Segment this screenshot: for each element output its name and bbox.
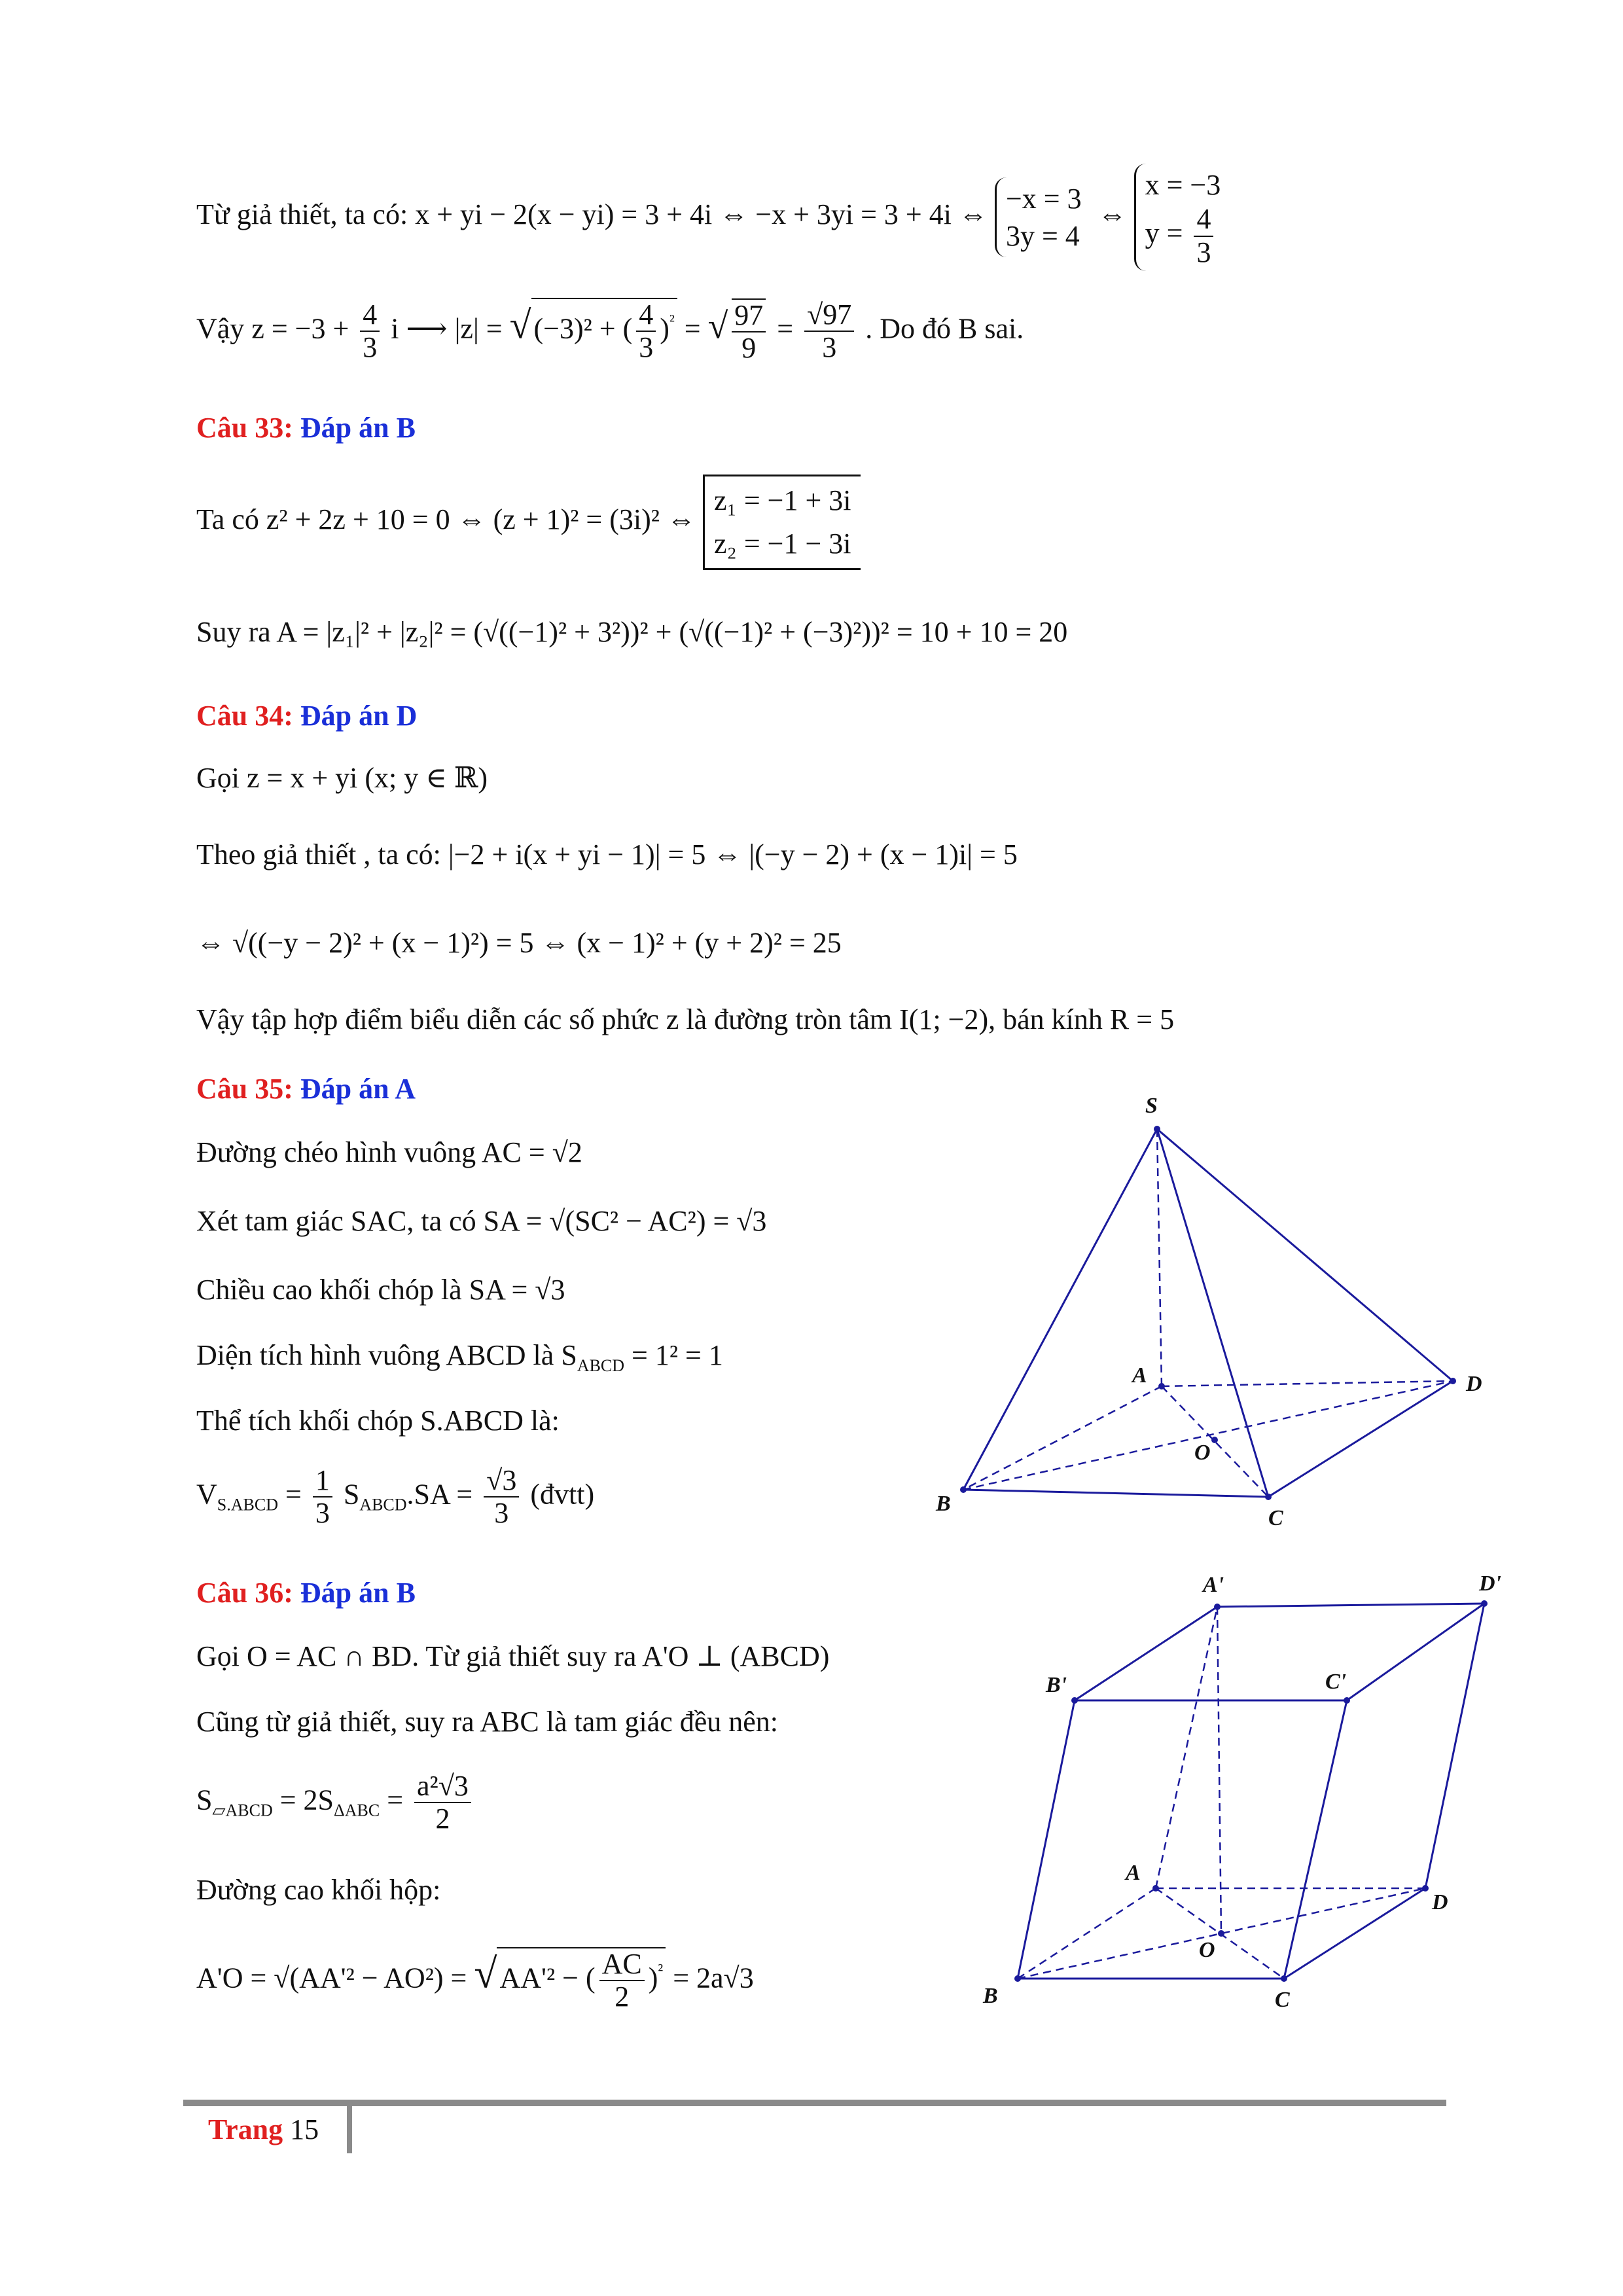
- line-8: [196, 1003, 1174, 1037]
- equation: V: [196, 1478, 217, 1511]
- line-6: [196, 838, 1018, 872]
- subscript: ABCD: [359, 1495, 407, 1515]
- system-row: x = −3: [1145, 169, 1221, 201]
- footer-divider: [347, 2100, 352, 2153]
- numerator: 4: [636, 299, 656, 332]
- numerator: a²√3: [414, 1770, 471, 1803]
- edge-bb1: [1018, 1700, 1075, 1979]
- point-b: [960, 1486, 967, 1493]
- system-row: −x = 3: [1005, 182, 1082, 215]
- height-a1o: [1217, 1607, 1221, 1933]
- equation: z = −3 +: [251, 312, 349, 345]
- equals: =: [285, 1478, 302, 1511]
- text: Gọi: [196, 1640, 240, 1672]
- equals: =: [777, 312, 794, 345]
- equation: I(1; −2): [899, 1003, 989, 1035]
- equation: = 2S: [279, 1784, 334, 1816]
- line-15: [196, 1640, 829, 1674]
- point-d1: [1481, 1600, 1488, 1607]
- line-7: [196, 926, 842, 961]
- question-number: Câu 36:: [196, 1577, 293, 1609]
- question-number: Câu 34:: [196, 700, 293, 732]
- point-s: [1154, 1126, 1160, 1132]
- point-d: [1450, 1378, 1456, 1384]
- fraction: [360, 299, 380, 364]
- root: z₁ = −1 + 3i: [713, 484, 851, 516]
- label-c: C: [1268, 1506, 1283, 1530]
- point-c: [1281, 1975, 1287, 1982]
- answer-label: Đáp án B: [300, 412, 416, 444]
- point-b: [1014, 1975, 1021, 1982]
- line-11: [196, 1273, 565, 1308]
- root: z₂ = −1 − 3i: [713, 528, 851, 560]
- equation: SA = √3: [469, 1274, 565, 1306]
- text: Từ giả thiết, ta có:: [196, 198, 408, 231]
- answer-label: Đáp án B: [300, 1577, 416, 1609]
- label-b: B: [936, 1492, 951, 1516]
- label-a: A: [1126, 1861, 1141, 1885]
- edge-a1b1: [1075, 1607, 1217, 1700]
- numerator: 97: [732, 300, 766, 332]
- text: Gọi: [196, 762, 240, 794]
- equation: z² + 2z + 10 = 0 ⇔ (z + 1)² = (3i)² ⇔: [266, 503, 696, 536]
- label-s: S: [1145, 1094, 1158, 1118]
- heading-cau-34: [196, 699, 417, 734]
- page-number: 15: [290, 2113, 319, 2145]
- edge-sd: [1157, 1129, 1453, 1381]
- edge-cc1: [1284, 1700, 1347, 1979]
- footer-rule: [183, 2100, 1446, 2106]
- edge-cd: [1284, 1888, 1425, 1979]
- line-9: [196, 1136, 582, 1170]
- edge-ad: [1162, 1381, 1453, 1386]
- equation: S: [561, 1339, 577, 1371]
- numerator: 1: [313, 1465, 332, 1498]
- line-3: [196, 475, 861, 570]
- pyramid-figure: [903, 1073, 1518, 1545]
- point-b1: [1071, 1697, 1078, 1704]
- point-c: [1265, 1494, 1272, 1500]
- edge-c1d1: [1347, 1604, 1484, 1700]
- point-a: [1152, 1885, 1159, 1892]
- label-b: B: [983, 1984, 998, 2008]
- line-10: [196, 1204, 766, 1239]
- point-a1: [1214, 1604, 1221, 1610]
- exponent: ²: [658, 1960, 664, 1980]
- fraction: [732, 298, 766, 365]
- edge-bc: [963, 1490, 1268, 1497]
- radical: AA'² − ( $\frac{AC}{2}$ )$^{^2}$: [497, 1947, 666, 2013]
- equation: S: [196, 1784, 213, 1816]
- label-a1: A': [1203, 1573, 1224, 1597]
- numerator: 4: [1194, 204, 1213, 236]
- equation: A'O ⊥ (ABCD): [641, 1640, 830, 1672]
- text: Cũng từ giả thiết, suy ra ABC là tam giác đều nên:: [196, 1706, 779, 1738]
- edge-aa1: [1156, 1607, 1217, 1888]
- label-d1: D': [1479, 1571, 1501, 1596]
- system-1: [995, 177, 1091, 257]
- text: Ta có: [196, 503, 259, 536]
- line-1: [196, 164, 1230, 271]
- equation: z = x + yi (x; y ∈ ℝ): [247, 762, 488, 794]
- line-19: A'O = √(AA'² − AO²) = √AA'² − ( $\frac{AC}{2}$ )$^{^2}$ = 2a√3: [196, 1948, 754, 2013]
- label-b1: B': [1046, 1673, 1067, 1697]
- edge-a1d1: [1217, 1604, 1484, 1607]
- point-o: [1218, 1930, 1224, 1937]
- fraction: [313, 1465, 332, 1530]
- question-number: Câu 33:: [196, 412, 293, 444]
- point-c1: [1344, 1697, 1350, 1704]
- equation: R = 5: [1109, 1003, 1175, 1035]
- point-d: [1422, 1885, 1429, 1892]
- denominator: 2: [615, 1981, 630, 2013]
- equals: =: [387, 1784, 404, 1816]
- question-number: Câu 35:: [196, 1073, 293, 1105]
- denominator: 3: [494, 1497, 509, 1530]
- equation: A = |z₁|² + |z₂|² = (√((−1)² + 3²))² + (√((−1)² + (−3)²))² = 10 + 10 = 20: [276, 616, 1068, 648]
- denominator: 3: [1196, 236, 1211, 268]
- text: . Từ giả thiết suy ra: [412, 1640, 637, 1672]
- fraction: [636, 299, 656, 364]
- line-18: [196, 1873, 440, 1908]
- numerator: AC: [599, 1948, 645, 1981]
- system-2: [1134, 164, 1230, 271]
- heading-cau-36: [196, 1576, 416, 1611]
- fraction: [414, 1770, 471, 1835]
- system-row: [1145, 204, 1221, 268]
- equation: AA'² −: [499, 1962, 579, 1994]
- unit: (đvtt): [530, 1478, 595, 1511]
- heading-cau-33: [196, 411, 416, 446]
- fraction: [599, 1948, 645, 2013]
- line-2: Vậy z = −3 + $\frac{4}{3}$ i ⟶ |z| = √(−3)² + ( $\frac{4}{3}$ )$^{^2}$ = √ $\frac{97}{9}$ = $\frac{√97}{3}$ . Do đó B sai.: [196, 298, 1024, 365]
- equation: A'O = √(AA'² − AO²) =: [196, 1962, 467, 1994]
- subscript: ΔABC: [334, 1801, 380, 1820]
- equals: =: [684, 312, 701, 345]
- denominator: 3: [639, 331, 654, 364]
- fraction: [804, 299, 854, 364]
- answer-label: Đáp án D: [300, 700, 418, 732]
- text: Vậy tập hợp điểm biểu diễn các số phức z là đường tròn tâm: [196, 1003, 893, 1035]
- edge-dd1: [1425, 1604, 1484, 1888]
- edge-cd: [1268, 1381, 1453, 1497]
- text: Thể tích khối chóp S.ABCD là:: [196, 1405, 560, 1437]
- system-row: 3y = 4: [1005, 219, 1080, 252]
- subscript: S.ABCD: [217, 1495, 278, 1515]
- equation: .SA =: [406, 1478, 473, 1511]
- equation: = 2a√3: [673, 1962, 754, 1994]
- line-14: [196, 1465, 594, 1530]
- line-5: [196, 761, 488, 796]
- text: Đường cao khối hộp:: [196, 1874, 441, 1906]
- denominator: 3: [363, 331, 378, 364]
- edge-ab: [963, 1386, 1162, 1490]
- page-label: Trang: [208, 2113, 283, 2145]
- equation: = 1² = 1: [632, 1339, 723, 1371]
- line-13: [196, 1404, 560, 1439]
- page-footer: [208, 2113, 319, 2146]
- numerator: √97: [804, 299, 854, 332]
- point-o: [1211, 1437, 1218, 1443]
- text: Chiều cao khối chóp là: [196, 1274, 462, 1306]
- iff-symbol: ⇔: [1097, 198, 1127, 231]
- label-c: C: [1275, 1988, 1290, 2012]
- denominator: 3: [315, 1497, 330, 1530]
- text: , bán kính: [988, 1003, 1103, 1035]
- equation: AC = √2: [481, 1136, 582, 1168]
- denominator: 2: [435, 1803, 450, 1835]
- label-o: O: [1199, 1938, 1215, 1962]
- subscript: ABCD: [577, 1356, 625, 1375]
- subscript: ▱ABCD: [212, 1801, 273, 1820]
- line-12: [196, 1338, 723, 1376]
- equation: (−3)² +: [533, 312, 616, 345]
- exponent: ²: [669, 311, 675, 331]
- radical: (−3)² + ( $\frac{4}{3}$ )$^{^2}$: [531, 298, 677, 364]
- denominator: 9: [741, 332, 757, 365]
- text: Xét tam giác SAC, ta có: [196, 1205, 476, 1237]
- fraction: [1194, 204, 1213, 268]
- equation: i ⟶ |z| =: [391, 312, 503, 345]
- label-d: D: [1466, 1372, 1482, 1396]
- equation: |−2 + i(x + yi − 1)| = 5 ⇔ |(−y − 2) + (x − 1)i| = 5: [448, 838, 1018, 870]
- label-a: A: [1132, 1363, 1147, 1388]
- equation: S: [343, 1478, 360, 1511]
- fraction: [484, 1465, 519, 1530]
- roots-bracket: [703, 475, 861, 570]
- text: . Do đó B sai.: [865, 312, 1024, 345]
- point-a: [1158, 1383, 1165, 1390]
- diagonal-bd: [963, 1381, 1453, 1490]
- denominator: 3: [822, 331, 837, 364]
- numerator: 4: [360, 299, 380, 332]
- edge-sb: [963, 1129, 1157, 1490]
- equation: x + yi − 2(x − yi) = 3 + 4i ⇔ −x + 3yi = 3 + 4i ⇔: [415, 198, 988, 231]
- parallelepiped-figure: [962, 1558, 1538, 2029]
- edge-ab: [1018, 1888, 1156, 1979]
- line-4: [196, 615, 1067, 650]
- answer-label: Đáp án A: [300, 1073, 416, 1105]
- equation: SA = √(SC² − AC²) = √3: [483, 1205, 767, 1237]
- text: Suy ra: [196, 616, 271, 648]
- equation: O = AC ∩ BD: [247, 1640, 412, 1672]
- numerator: √3: [484, 1465, 519, 1498]
- text: Theo giả thiết , ta có:: [196, 838, 441, 870]
- heading-cau-35: [196, 1072, 416, 1107]
- line-16: [196, 1705, 778, 1740]
- edge-sa: [1157, 1129, 1162, 1386]
- label-d: D: [1432, 1890, 1448, 1914]
- text: Diện tích hình vuông ABCD là: [196, 1339, 554, 1371]
- text: Đường chéo hình vuông: [196, 1136, 476, 1168]
- line-17: [196, 1770, 475, 1835]
- label-o: O: [1194, 1441, 1211, 1465]
- text: Vậy: [196, 312, 245, 345]
- equation: ⇔ √((−y − 2)² + (x − 1)²) = 5 ⇔ (x − 1)² + (y + 2)² = 25: [196, 927, 842, 959]
- label-c1: C': [1325, 1670, 1347, 1694]
- text: y =: [1145, 217, 1183, 249]
